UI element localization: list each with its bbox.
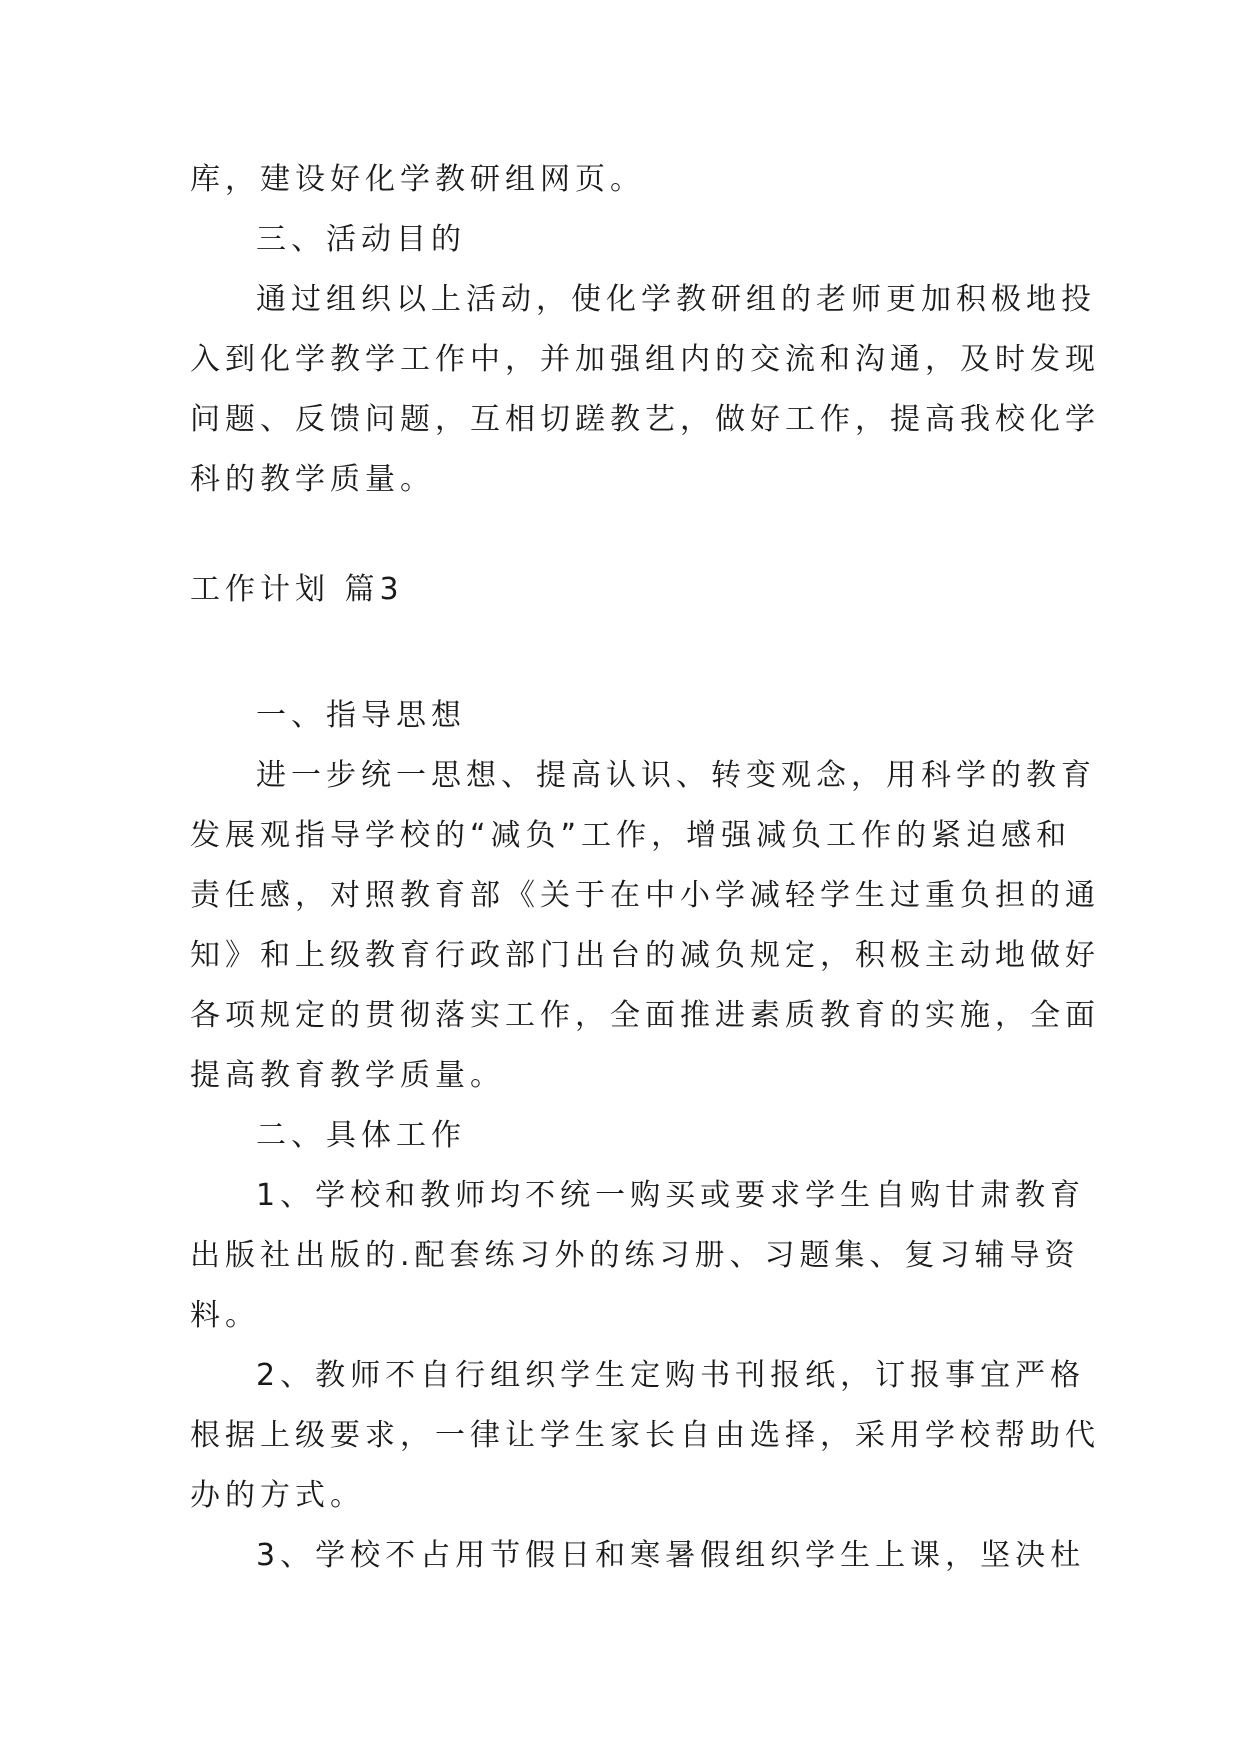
list-item-line: 1、学校和教师均不统一购买或要求学生自购甘肃教育	[256, 1178, 1086, 1213]
list-item-line: 3、学校不占用节假日和寒暑假组织学生上课，坚决杜	[256, 1538, 1086, 1573]
paragraph-line: 责任感，对照教育部《关于在中小学减轻学生过重负担的通	[190, 878, 1100, 913]
paragraph-line: 各项规定的贯彻落实工作，全面推进素质教育的实施，全面	[190, 998, 1100, 1033]
section-heading-specific-work: 二、具体工作	[256, 1118, 466, 1153]
paragraph-line: 科的教学质量。	[190, 462, 435, 497]
spacer	[190, 510, 1050, 560]
paragraph-line: 提高教育教学质量。	[190, 1058, 505, 1093]
paragraph-line: 库，建设好化学教研组网页。	[190, 162, 645, 197]
section-heading-guiding-thought: 一、指导思想	[256, 698, 466, 733]
paragraph-line: 进一步统一思想、提高认识、转变观念，用科学的教育	[256, 758, 1096, 793]
list-item-line: 2、教师不自行组织学生定购书刊报纸，订报事宜严格	[256, 1358, 1086, 1393]
list-item-line: 料。	[190, 1298, 260, 1333]
list-item-line: 根据上级要求，一律让学生家长自由选择，采用学校帮助代	[190, 1418, 1100, 1453]
paragraph-line: 通过组织以上活动，使化学教研组的老师更加积极地投	[256, 282, 1096, 317]
document-title: 工作计划 篇3	[190, 572, 404, 607]
spacer	[190, 620, 1050, 686]
document-body	[190, 150, 1100, 1586]
paragraph-line: 知》和上级教育行政部门出台的减负规定，积极主动地做好	[190, 938, 1100, 973]
list-item-line: 出版社出版的.配套练习外的练习册、习题集、复习辅导资	[190, 1238, 1080, 1273]
paragraph-line: 发展观指导学校的“减负”工作，增强减负工作的紧迫感和	[190, 818, 1072, 853]
list-item-line: 办的方式。	[190, 1478, 365, 1513]
paragraph-line: 入到化学教学工作中，并加强组内的交流和沟通，及时发现	[190, 342, 1100, 377]
section-heading-activity-goal: 三、活动目的	[256, 222, 466, 257]
paragraph-line: 问题、反馈问题，互相切蹉教艺，做好工作，提高我校化学	[190, 402, 1100, 437]
